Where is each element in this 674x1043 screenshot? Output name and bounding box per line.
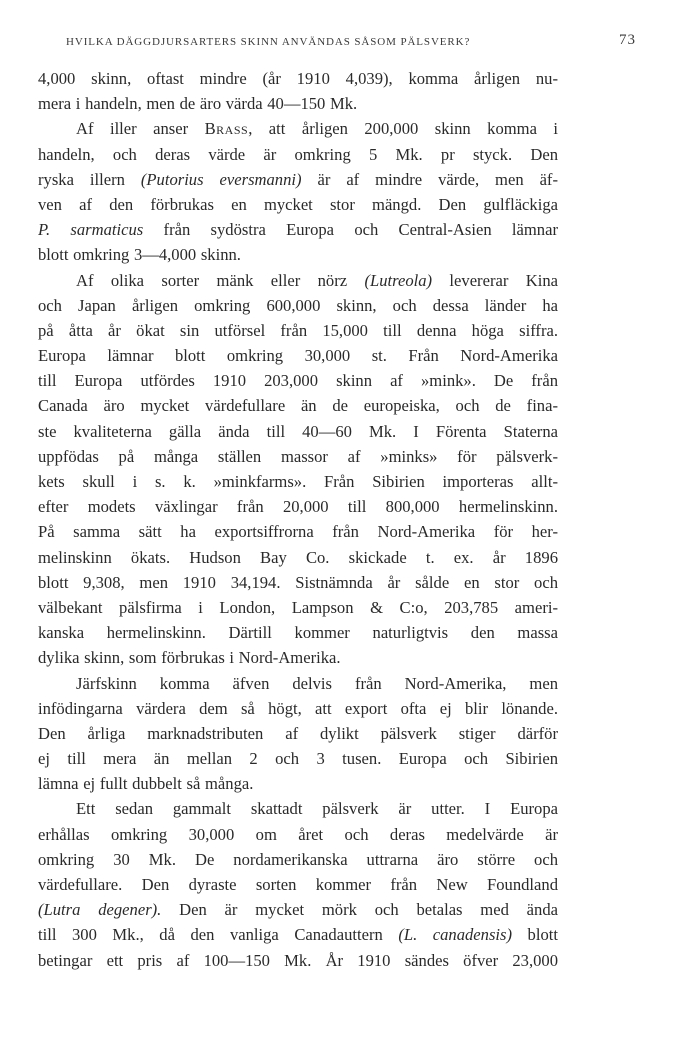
text-line: uppfödas på många ställen massor af »minks» för pälsverk-	[38, 446, 558, 466]
text-line: På samma sätt ha exportsiffrorna från Nord-Amerika för her-	[38, 522, 558, 542]
text-line: blott omkring 3—4,000 skinn.	[38, 245, 241, 265]
text-line: till 300 Mk., då den vanliga Canadauttern (L. canadensis) blott	[38, 925, 558, 945]
text-line: efter modets växlingar från 20,000 till 800,000 hermelinskinn.	[38, 497, 558, 517]
text-line: Canada äro mycket värdefullare än de europeiska, och de fina-	[38, 396, 558, 416]
text-line: betingar ett pris af 100—150 Mk. År 1910 sändes öfver 23,000	[38, 950, 558, 970]
text-line: dylika skinn, som förbrukas i Nord-Amerika.	[38, 648, 341, 668]
paragraph-start: Ett sedan gammalt skattadt pälsverk är utter. I Europa	[76, 799, 558, 819]
text-line: handeln, och deras värde är omkring 5 Mk. pr styck. Den	[38, 144, 558, 164]
species-name: (L. canadensis)	[398, 925, 513, 945]
text-line: på åtta år ökat sin utförsel från 15,000 till denna höga siffra.	[38, 320, 558, 340]
species-name: P. sarmaticus	[38, 220, 144, 240]
paragraph-start: Af olika sorter mänk eller nörz (Lutreola) levererar Kina	[76, 270, 558, 290]
paragraph-start: Järfskinn komma äfven delvis från Nord-Amerika, men	[76, 673, 558, 693]
text-line: P. sarmaticus från sydöstra Europa och Central-Asien lämnar	[38, 220, 558, 240]
text-line: ryska illern (Putorius eversmanni) är af mindre värde, men äf-	[38, 169, 558, 189]
text-line: kanska hermelinskinn. Därtill kommer naturligtvis den massa	[38, 623, 558, 643]
text-line: 4,000 skinn, oftast mindre (år 1910 4,039), komma årligen nu-	[38, 69, 558, 88]
text-line: melinskinn ökats. Hudson Bay Co. skickade t. ex. år 1896	[38, 547, 558, 567]
text-line: ven af den förbrukas en mycket stor mängd. Den gulfläckiga	[38, 194, 558, 214]
author-name: Brass	[204, 119, 249, 139]
text-line: mera i handeln, men de äro värda 40—150 Mk.	[38, 94, 358, 114]
text-line: (Lutra degener). Den är mycket mörk och betalas med ända	[38, 900, 558, 920]
species-name: (Lutra degener).	[38, 900, 162, 920]
text-line: och Japan årligen omkring 600,000 skinn, och dessa länder ha	[38, 295, 558, 315]
running-header	[40, 32, 636, 54]
text-line: Den årliga marknadstributen af dylikt pälsverk stiger därför	[38, 723, 558, 743]
text-line: infödingarna värdera dem så högt, att export ofta ej blir lönande.	[38, 698, 558, 718]
text-line: lämna ej fullt dubbelt så många.	[38, 774, 254, 794]
text-line: Europa lämnar blott omkring 30,000 st. Från Nord-Amerika	[38, 346, 558, 366]
text-line: värdefullare. Den dyraste sorten kommer från New Foundland	[38, 875, 558, 894]
running-title: HVILKA DÄGGDJURSARTERS SKINN ANVÄNDAS SÅSOM PÄLSVERK?	[66, 36, 471, 48]
species-name: (Lutreola)	[364, 270, 433, 290]
text-line: erhållas omkring 30,000 om året och deras medelvärde är	[38, 824, 558, 844]
text-line: omkring 30 Mk. De nordamerikanska uttrarna äro större och	[38, 849, 558, 869]
body-text	[38, 66, 558, 973]
text-line: välbekant pälsfirma i London, Lampson & C:o, 203,785 ameri-	[38, 597, 558, 617]
text-line: ej till mera än mellan 2 och 3 tusen. Europa och Sibirien	[38, 749, 558, 769]
text-line: kets skull i s. k. »minkfarms». Från Sibirien importeras allt-	[38, 472, 558, 491]
species-name: (Putorius eversmanni)	[140, 169, 302, 189]
text-line: blott 9,308, men 1910 34,194. Sistnämnda år sålde en stor och	[38, 572, 558, 592]
text-line: till Europa utfördes 1910 203,000 skinn af »mink». De från	[38, 371, 558, 391]
text-line: ste kvaliteterna gälla ända till 40—60 Mk. I Förenta Staterna	[38, 421, 558, 441]
page-number: 73	[619, 32, 636, 48]
paragraph-start: Af iller anser Brass, att årligen 200,000 skinn komma i	[76, 119, 558, 139]
